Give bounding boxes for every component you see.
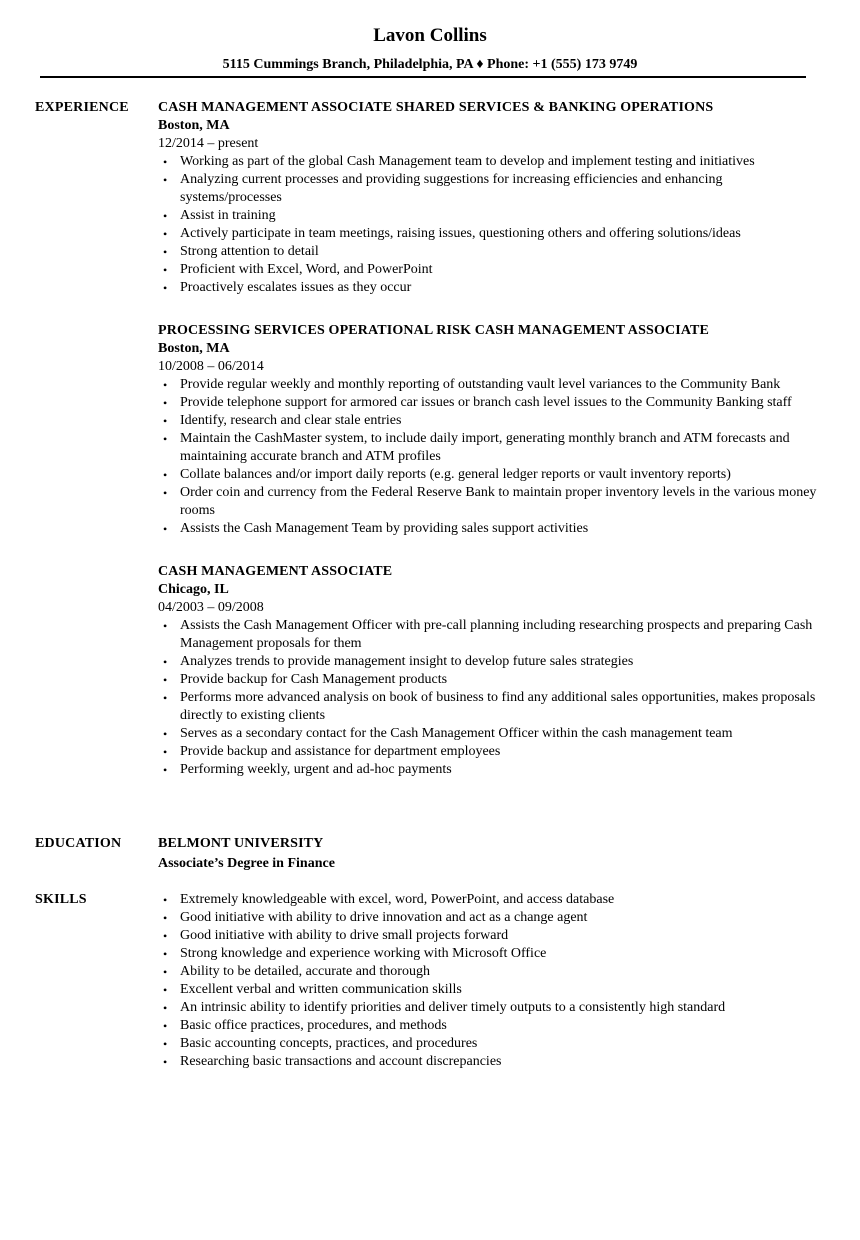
bullet-item: • Performs more advanced analysis on book of business to find any additional sales opportunities, makes proposals directly to existing clients	[158, 689, 818, 725]
job-title: CASH MANAGEMENT ASSOCIATE SHARED SERVICES & BANKING OPERATIONS	[158, 100, 714, 115]
job-bullets	[158, 617, 818, 779]
section-label-experience: EXPERIENCE	[35, 100, 129, 115]
bullet-item: • Proactively escalates issues as they occur	[158, 279, 818, 297]
skill-item: • Good initiative with ability to drive small projects forward	[158, 927, 818, 945]
bullet-item: • Analyzes trends to provide management insight to develop future sales strategies	[158, 653, 818, 671]
degree: Associate’s Degree in Finance	[158, 856, 335, 871]
job-dates: 04/2003 – 09/2008	[158, 600, 264, 615]
experience-body	[158, 99, 818, 779]
bullet-item: • Provide telephone support for armored car issues or branch cash level issues to the Community Banking staff	[158, 394, 818, 412]
bullet-item: • Performing weekly, urgent and ad-hoc payments	[158, 761, 818, 779]
header-divider	[40, 76, 806, 78]
bullet-item: • Proficient with Excel, Word, and PowerPoint	[158, 261, 818, 279]
job-entry	[158, 563, 818, 779]
bullet-item: • Assist in training	[158, 207, 818, 225]
job-location: Boston, MA	[158, 118, 230, 133]
skill-item: • Extremely knowledgeable with excel, word, PowerPoint, and access database	[158, 891, 818, 909]
skill-item: • Good initiative with ability to drive innovation and act as a change agent	[158, 909, 818, 927]
education-body	[158, 835, 818, 873]
job-dates: 12/2014 – present	[158, 136, 259, 151]
job-bullets	[158, 153, 818, 297]
section-label-education: EDUCATION	[35, 836, 122, 851]
skills-body	[158, 891, 818, 1071]
job-location: Chicago, IL	[158, 582, 229, 597]
bullet-item: • Actively participate in team meetings, raising issues, questioning others and offering solutions/ideas	[158, 225, 818, 243]
skill-item: • Researching basic transactions and account discrepancies	[158, 1053, 818, 1071]
bullet-item: • Collate balances and/or import daily reports (e.g. general ledger reports or vault inventory reports)	[158, 466, 818, 484]
section-label-skills: SKILLS	[35, 892, 87, 907]
job-title: CASH MANAGEMENT ASSOCIATE	[158, 564, 393, 579]
skill-item: • Excellent verbal and written communication skills	[158, 981, 818, 999]
skill-item: • Basic accounting concepts, practices, and procedures	[158, 1035, 818, 1053]
job-dates: 10/2008 – 06/2014	[158, 359, 264, 374]
bullet-item: • Provide regular weekly and monthly reporting of outstanding vault level variances to the Community Bank	[158, 376, 818, 394]
skill-item: • Basic office practices, procedures, and methods	[158, 1017, 818, 1035]
contact-line: 5115 Cummings Branch, Philadelphia, PA ♦ Phone: +1 (555) 173 9749	[222, 57, 638, 72]
skill-item: • Ability to be detailed, accurate and thorough	[158, 963, 818, 981]
bullet-item: • Provide backup and assistance for department employees	[158, 743, 818, 761]
bullet-item: • Assists the Cash Management Team by providing sales support activities	[158, 520, 818, 538]
bullet-item: • Identify, research and clear stale entries	[158, 412, 818, 430]
job-entry	[158, 322, 818, 538]
bullet-item: • Working as part of the global Cash Management team to develop and implement testing and initiatives	[158, 153, 818, 171]
job-bullets	[158, 376, 818, 538]
resume-header	[0, 24, 860, 74]
bullet-item: • Serves as a secondary contact for the Cash Management Officer within the cash management team	[158, 725, 818, 743]
skill-item: • An intrinsic ability to identify priorities and deliver timely outputs to a consistently high standard	[158, 999, 818, 1017]
school-name: BELMONT UNIVERSITY	[158, 836, 324, 851]
job-entry	[158, 99, 818, 297]
skills-list	[158, 891, 818, 1071]
bullet-item: • Strong attention to detail	[158, 243, 818, 261]
job-location: Boston, MA	[158, 341, 230, 356]
bullet-item: • Assists the Cash Management Officer with pre-call planning including researching prospects and preparing Cash Management proposals for them	[158, 617, 818, 653]
bullet-item: • Analyzing current processes and providing suggestions for increasing efficiencies and enhancing systems/processes	[158, 171, 818, 207]
job-title: PROCESSING SERVICES OPERATIONAL RISK CASH MANAGEMENT ASSOCIATE	[158, 323, 710, 338]
bullet-item: • Provide backup for Cash Management products	[158, 671, 818, 689]
skill-item: • Strong knowledge and experience working with Microsoft Office	[158, 945, 818, 963]
bullet-item: • Maintain the CashMaster system, to include daily import, generating monthly branch and ATM forecasts and maintaining accurate branch and ATM profiles	[158, 430, 818, 466]
candidate-name: Lavon Collins	[373, 25, 487, 46]
bullet-item: • Order coin and currency from the Federal Reserve Bank to maintain proper inventory levels in the various money rooms	[158, 484, 818, 520]
